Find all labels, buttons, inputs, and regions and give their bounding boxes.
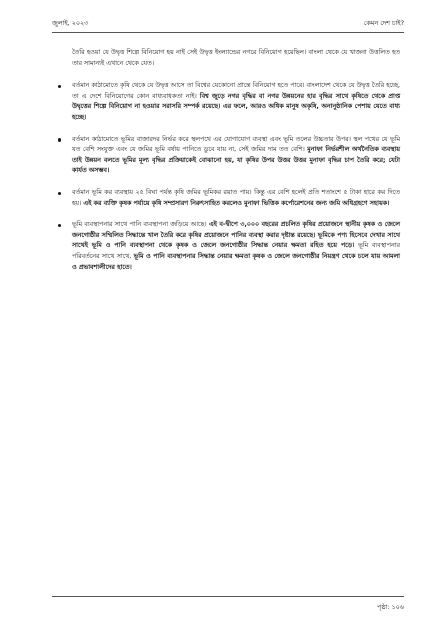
page-header (52, 18, 404, 32)
list-item (72, 81, 400, 123)
text-segment: বর্তমান কাঠামোতে ভূমির বাজারদর নির্ভর করে স্থলপথে এর যোগাযোগ ব্যবস্থা এবং ভূমি তলের উচ্চতার উপর। স্থল পথের যে ভূমি যত বেশি সংযুক্ত এবং যে জমির ভূমি বর্ষায় পানিতে ডুবে যায় না, সেই জমির দাম তত বেশি। (72, 135, 400, 154)
intro-paragraph: তৈরি হওয়া যে উদ্বৃত্ত শিল্পে বিনিয়োগ হয় নাই সেই উদ্বৃত্ত ইংল্যান্ডের নগরে বিনিয়োগ হয়েছিল। বাংলা থেকে যে খাজনা উত্তলিত হত তার সামান্যই এখানে থেকে যেত। (72, 49, 400, 67)
list-item (72, 188, 400, 209)
text-segment: বর্তমান ভূমি কর ব্যবস্থায় ২৫ বিঘা পর্যন্ত কৃষি জমির ভূমিকর রয়াত পায়। কিন্তু এর বেশি হলেই প্রতি শতাংশে ৫ টাকা হারে কর দিতে হয়। (72, 188, 400, 207)
list-item (72, 135, 400, 177)
page-body (72, 48, 400, 284)
bold-text-segment: ভূমি ও পানি ব্যবস্থাপনার সিদ্ধান্ত নেয়ার ক্ষমতা কৃষক ও জেলে জনগোষ্ঠীর নিয়ন্ত্রণ থেকে চলে যায় আমলা ও প্রভাবশালীদের হাতে। (72, 252, 401, 271)
bullet-icon (58, 138, 61, 141)
list-item (72, 220, 400, 273)
text-segment: বর্তমান কাঠামোতে কৃষি থেকে যে উদ্বৃত্ত আসে তা বিশ্বের যেকোনো প্রান্তে বিনিয়োগ হতে পারে। বাংলাদেশ থেকে যে উদ্বৃত্ত তৈরি হচ্ছে, তা এ দেশে বিনিয়োগের কোন বাধ্যবাধকতা নাই। (72, 82, 400, 100)
bullet-icon (58, 224, 61, 227)
bullet-icon (58, 192, 61, 195)
page-number: পৃষ্ঠা: ১০৬ (377, 603, 404, 611)
text-segment: ভূমি ব্যবস্থাপনার সাথে পানি ব্যবস্থাপনা জড়িয়ে আছে। (72, 221, 209, 229)
bold-text-segment: এই ব-দ্বীপে ৩,০০০ বছরের প্রচলিত কৃষির প্রয়োজনে স্থানীয় কৃষক ও জেলে জনগোষ্ঠীর সম্মিলিত সিদ্ধান্তে খাল তৈরি করে কৃষির প্রয়োজনে পানির ব্যবস্থা করার দৃষ্টান্ত রয়েছে। ভূমিকে পণ্য হিসেবে দেখার সাথে সাথেই ভূমি ও পানি ব্যবস্থাপনা থেকে কৃষক ও জেলে জনগোষ্ঠীর সিদ্ধান্ত নেয়ার ক্ষমতা রহিত হয়ে পড়ে। (72, 221, 400, 250)
bullet-list (72, 81, 400, 273)
bold-text-segment: এই কর ব্যক্তি কৃষক পর্যায়ে কৃষি সম্প্রসারণ নিরুৎসাহিত করলেও মুনাফা ভিত্তিক কর্পোরেশনের জন্য জমি অধিগ্রহণে সহায়ক। (83, 199, 390, 207)
header-title: কেমন দেশ চাই? (363, 19, 404, 27)
header-divider (52, 32, 404, 33)
page-footer (52, 596, 404, 616)
bullet-icon (58, 85, 61, 88)
text-segment: ভূমি ব্যবস্থাপনার পরিবর্তনের সাথে সাথে, (72, 242, 400, 260)
bold-text-segment: বিশ্ব জুড়ে নগর বৃদ্ধির বা নগর উন্নয়নের হার বৃদ্ধির সাথে কৃষিতে থেকে প্রাপ্ত উদ্বৃত্তের শিল্পে বিনিয়োগ না হওয়ার সরাসরি সম্পর্ক রয়েছে। এর ফলে, আরও অধিক মানুষ অকৃষি, অনানুষ্ঠানিক পেশায় যেতে বাধ্য হচ্ছে। (72, 92, 401, 121)
footer-divider (52, 596, 404, 597)
bold-text-segment: মুনাফা নির্ভরশীল অর্থনৈতিক ব্যবস্থায় তাই উন্নয়ন বলতে ভূমির মূল্য বৃদ্ধির প্রক্রিয়াকেই বোঝানো হয়, যা কৃষির উপর উত্তর উত্তর মুনাফা বৃদ্ধির চাপ তৈরি করে; যেটা কার্যত অসম্ভব। (72, 146, 400, 175)
header-date: জুলাই, ২০২৩ (52, 19, 89, 27)
